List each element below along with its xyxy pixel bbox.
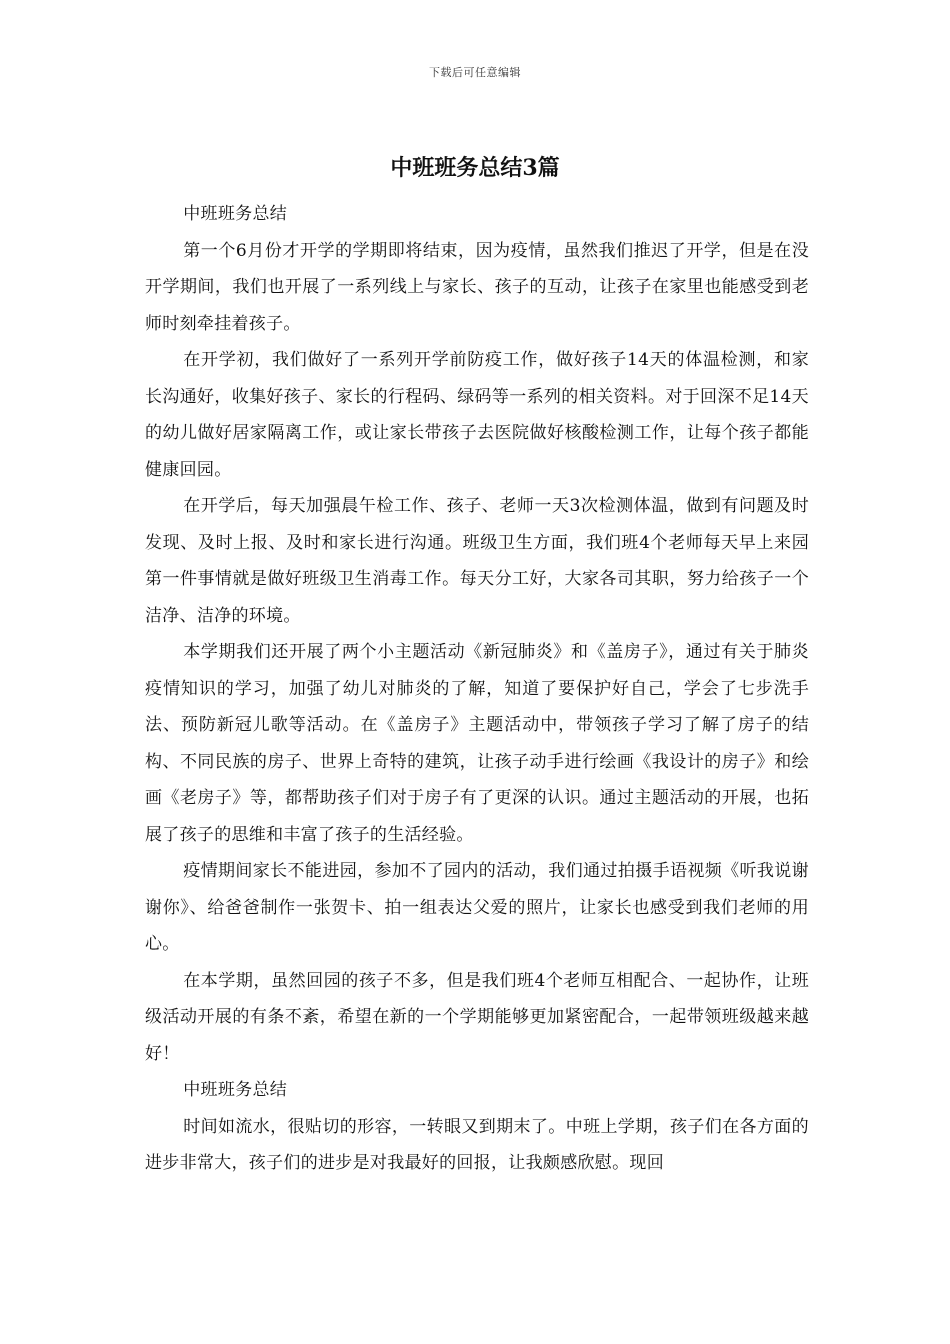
body-paragraph: 时间如流水，很贴切的形容，一转眼又到期末了。中班上学期，孩子们在各方面的进步非常大，孩子们的进步是对我最好的回报，让我颇感欣慰。现回 [145, 1116, 809, 1173]
body-paragraph: 疫情期间家长不能进园，参加不了园内的活动，我们通过拍摄手语视频《听我说谢谢你》、给爸爸制作一张贺卡、拍一组表达父爱的照片，让家长也感受到我们老师的用心。 [145, 861, 809, 954]
document-body [145, 196, 809, 1182]
header-note: 下载后可任意编辑 [429, 66, 521, 79]
document-title: 中班班务总结3篇 [390, 155, 560, 181]
body-paragraph: 在本学期，虽然回园的孩子不多，但是我们班4个老师互相配合、一起协作，让班级活动开展的有条不紊，希望在新的一个学期能够更加紧密配合，一起带领班级越来越好！ [145, 970, 809, 1064]
body-paragraph: 第一个6月份才开学的学期即将结束，因为疫情，虽然我们推迟了开学，但是在没开学期间，我们也开展了一系列线上与家长、孩子的互动，让孩子在家里也能感受到老师时刻牵挂着孩子。 [145, 240, 809, 334]
body-paragraph: 在开学初，我们做好了一系列开学前防疫工作，做好孩子14天的体温检测，和家长沟通好，收集好孩子、家长的行程码、绿码等一系列的相关资料。对于回深不足14天的幼儿做好居家隔离工作，或让家长带孩子去医院做好核酸检测工作，让每个孩子都能健康回园。 [145, 350, 809, 480]
body-paragraph: 在开学后，每天加强晨午检工作、孩子、老师一天3次检测体温，做到有问题及时发现、及时上报、及时和家长进行沟通。班级卫生方面，我们班4个老师每天早上来园第一件事情就是做好班级卫生消毒工作。每天分工好，大家各司其职，努力给孩子一个洁净、洁净的环境。 [145, 496, 809, 626]
section-subheading: 中班班务总结 [183, 204, 288, 224]
body-paragraph: 本学期我们还开展了两个小主题活动《新冠肺炎》和《盖房子》，通过有关于肺炎疫情知识的学习，加强了幼儿对肺炎的了解，知道了要保护好自己，学会了七步洗手法、预防新冠儿歌等活动。在《盖房子》主题活动中，带领孩子学习了解了房子的结构、不同民族的房子、世界上奇特的建筑，让孩子动手进行绘画《我设计的房子》和绘画《老房子》等，都帮助孩子们对于房子有了更深的认识。通过主题活动的开展，也拓展了孩子的思维和丰富了孩子的生活经验。 [145, 642, 809, 845]
section-subheading: 中班班务总结 [183, 1080, 288, 1100]
